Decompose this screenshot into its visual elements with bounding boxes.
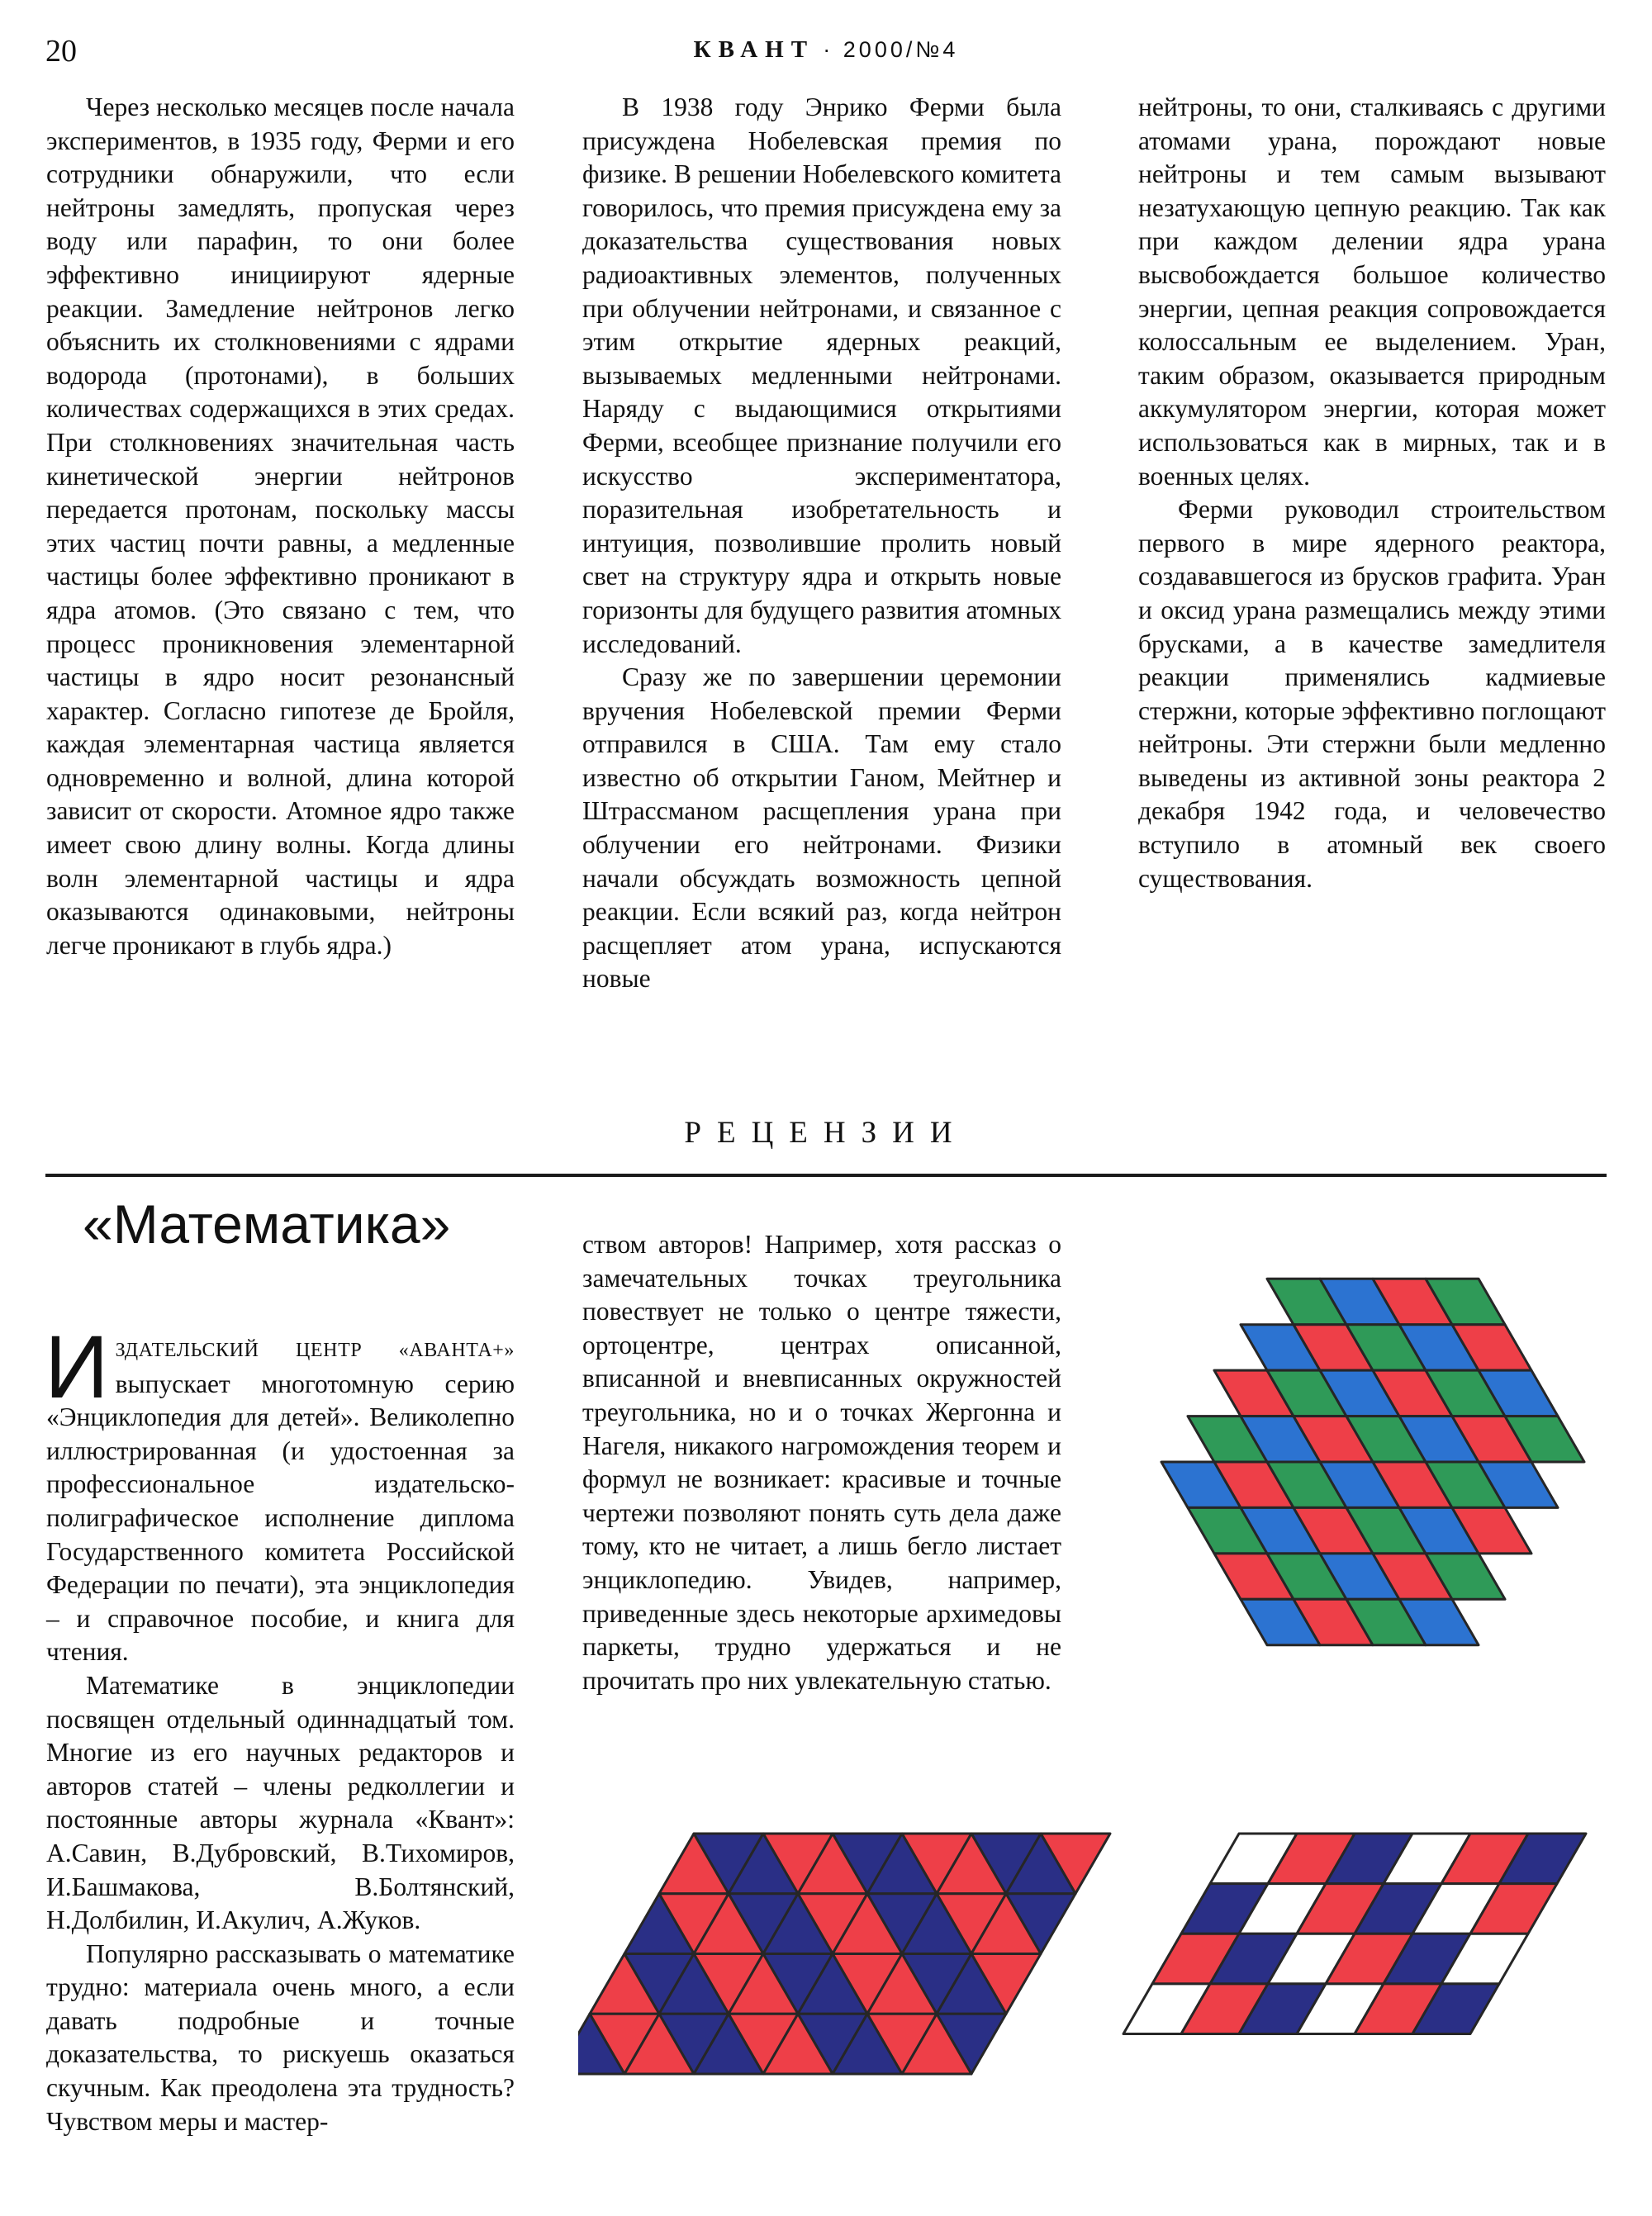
article-column-2 [582, 91, 1061, 996]
section-divider [45, 1174, 1607, 1177]
review-title: «Математика» [83, 1193, 451, 1255]
review-column-1 [45, 1317, 515, 2138]
article-column-3 [1138, 91, 1606, 895]
lead-smallcaps: ЗДАТЕЛЬСКИЙ ЦЕНТР «АВАНТА+» [115, 1340, 515, 1361]
parquet-illustration-lattice [1099, 1809, 1627, 2164]
issue-number: · 2000/№4 [823, 37, 959, 62]
lead-paragraph [45, 1317, 515, 1669]
article-column-1 [46, 91, 515, 962]
paragraph: ством авторов! Например, хотя рассказ о замечательных точках треугольника повествует не только о центре тяжести, ортоцентре, центрах описанной, вписанной и вневписанных окружностей треугольника, но и о точках Жергонна и Нагеля, никакого нагромождения теорем и формул не возникает: красивые и точные чертежи позволяют понять суть дела даже тому, кто не читает, а лишь бегло листает энциклопедию. Увидев, например, приведенные здесь некоторые архимедовы паркеты, трудно удержаться и не прочитать про них увлекательную статью. [582, 1230, 1061, 1695]
section-title: РЕЦЕНЗИИ [684, 1116, 968, 1150]
running-head [0, 36, 1652, 64]
paragraph: В 1938 году Энрико Ферми была присуждена Нобелевская премия по физике. В решении Нобелевского комитета говорилось, что премия присуждена ему за доказательства существования новых радиоактивных элементов, полученных при облучении нейтронами, и связанное с этим открытие ядерных реакций, вызываемых медленными нейтронами. Наряду с выдающимися открытиями Ферми, всеобщее признание получили его искусство экспериментатора, поразительная изобретательность и интуиция, позволившие пролить новый свет на структуру ядра и открыть новые горизонты для будущего развития атомных исследований. [582, 93, 1061, 658]
paragraph: Сразу же по завершении церемонии вручения Нобелевской премии Ферми отправился в США. Там ему стало известно об открытии Ганом, Мейтнер и Штрассманом расщепления урана при облучении его нейтронами. Физики начали обсуждать возможность цепной реакции. Если всякий раз, когда нейтрон расщепляет атом урана, испускаются новые [582, 662, 1061, 994]
paragraph: Математике в энциклопедии посвящен отдельный одиннадцатый том. Многие из его научных редакторов и авторов статей – члены редколлегии и постоянные авторы журнала «Квант»: А.Савин, В.Дубровский, В.Тихомиров, И.Башмакова, В.Болтянский, Н.Долбилин, И.Акулич, А.Жуков. [46, 1670, 515, 1935]
paragraph: Ферми руководил строительством первого в мире ядерного реактора, создававшегося из брусков графита. Уран и оксид урана размещались между этими брусками, а в качестве замедлителя реакции применялись кадмиевые стержни, которые эффективно поглощают нейтроны. Эти стержни были медленно выведены из активной зоны реактора 2 декабря 1942 года, и человечество вступило в атомный век своего существования. [1138, 495, 1606, 893]
journal-name: КВАНТ [693, 36, 815, 63]
paragraph: нейтроны, то они, сталкиваясь с другими атомами урана, порождают новые нейтроны и тем самым вызывают незатухающую цепную реакцию. Так как при каждом делении ядра урана высвобождается большое количество энергии, цепная реакция сопровождается колоссальным ее выделением. Уран, таким образом, оказывается природным аккумулятором энергии, которая может использоваться как в мирных, так и в военных целях. [1138, 93, 1606, 491]
drop-cap: И [45, 1317, 109, 1416]
parquet-illustration-hexagonal [1125, 1239, 1621, 1685]
paragraph: Через несколько месяцев после начала экспериментов, в 1935 году, Ферми и его сотрудники обнаружили, что если нейтроны замедлять, пропуская через воду или парафин, то они более эффективно инициируют ядерные реакции. Замедление нейтронов легко объяснить их столкновениями с ядрами водорода (протонами), в больших количествах содержащихся в этих средах. При столкновениях значительная часть кинетической энергии нейтронов передается протонам, поскольку массы этих частиц почти равны, а медленные частицы более эффективно проникают в ядра атомов. (Это связано с тем, что процесс проникновения элементарной частицы в ядро носит резонансный характер. Согласно гипотезе де Бройля, каждая элементарная частица является одновременно и волной, длина которой зависит от скорости. Атомное ядро также имеет свою длину волны. Когда длины волн элементарной частицы и ядра оказываются одинаковыми, нейтроны легче проникают в глубь ядра.) [46, 93, 515, 960]
parquet-illustration-triangles [578, 1809, 1148, 2164]
page-number: 20 [45, 34, 77, 69]
review-column-2 [582, 1228, 1061, 1697]
lead-text: выпускает многотомную серию «Энциклопедия для детей». Великолепно иллюстрированная (и удостоенная за профессиональное издательско-полиграфическое исполнение диплома Государственного комитета Российской Федерации по печати), эта энциклопедия – и справочное пособие, и книга для чтения. [46, 1369, 515, 1667]
paragraph: Популярно рассказывать о математике трудно: материала очень много, а если давать подробные и точные доказательства, то рискуешь оказаться скучным. Как преодолена эта трудность? Чувством меры и мастер- [46, 1938, 515, 2136]
